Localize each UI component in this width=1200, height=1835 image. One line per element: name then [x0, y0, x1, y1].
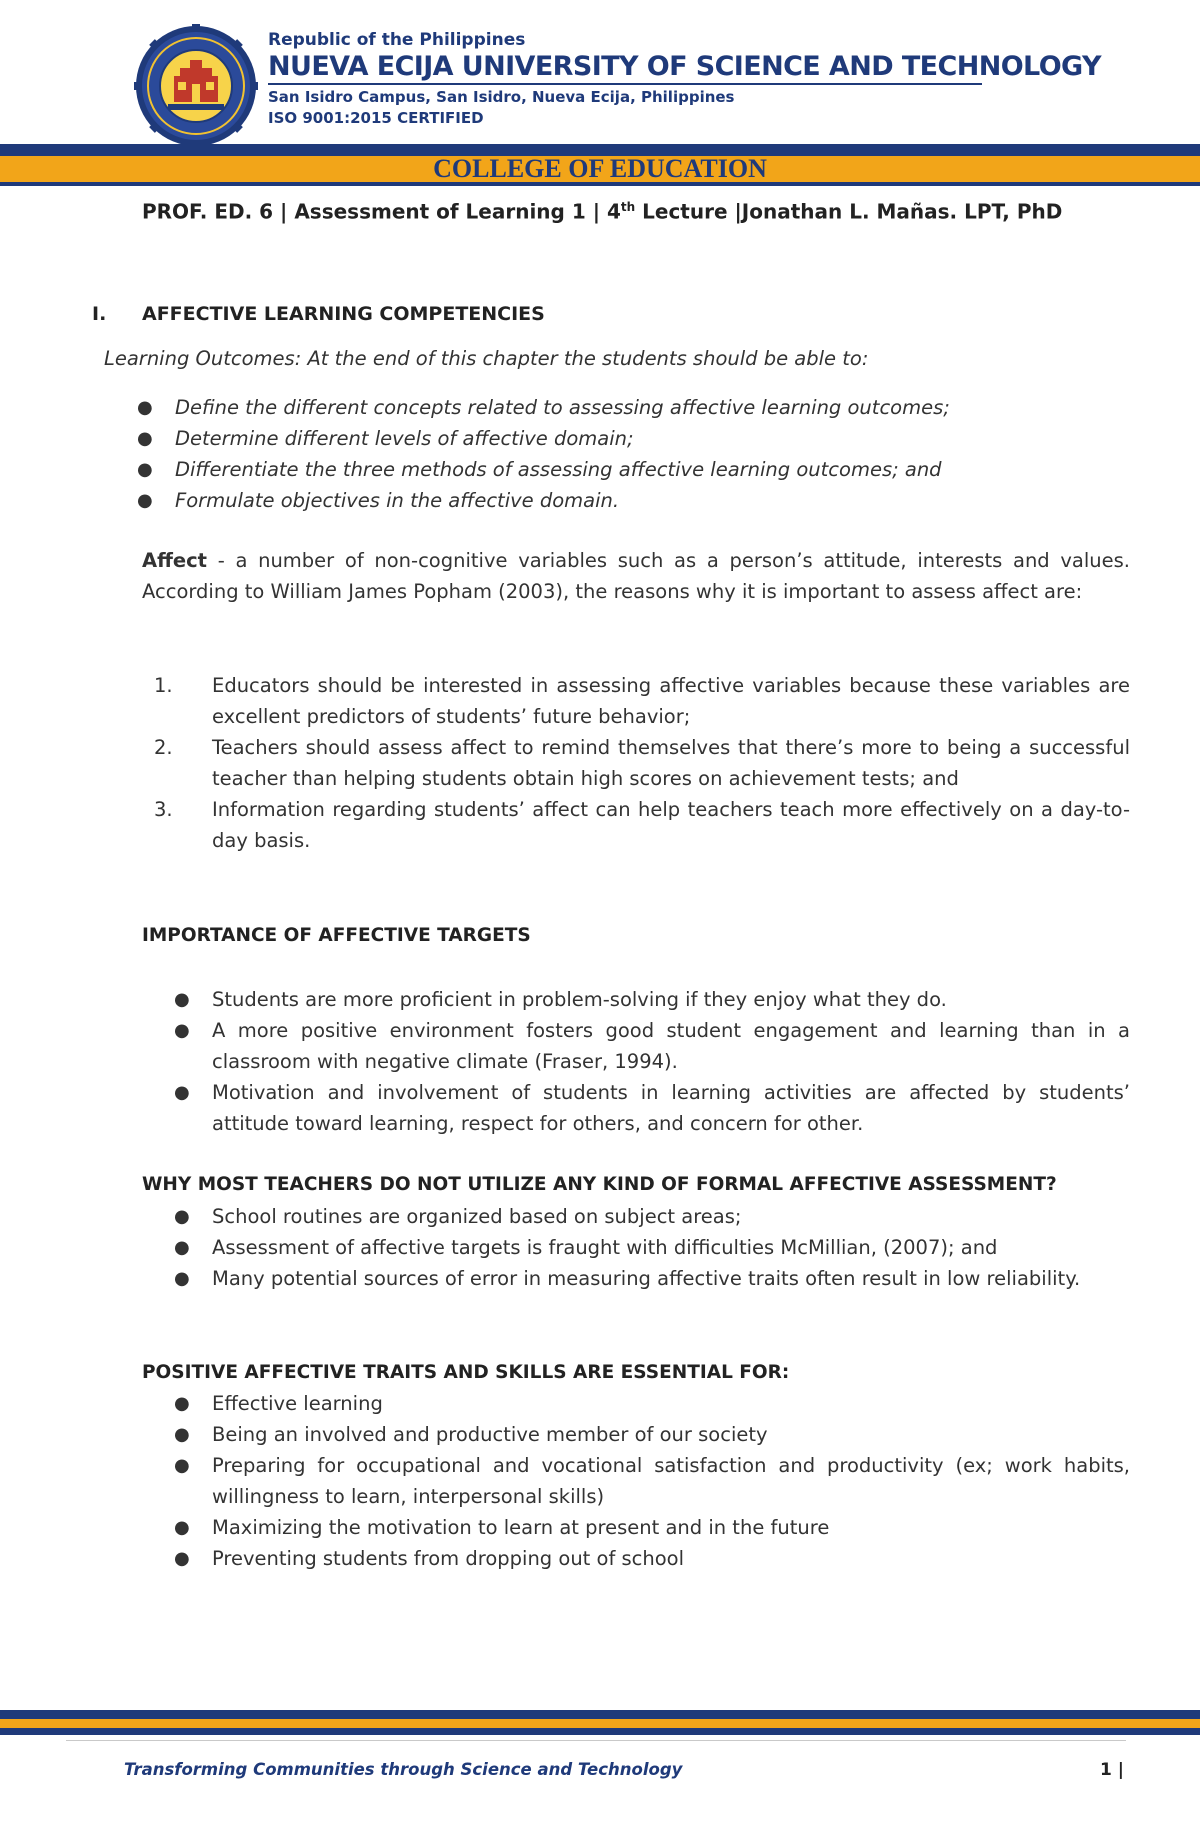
republic-label: Republic of the Philippines [268, 30, 526, 50]
bullet-icon: ● [174, 1424, 190, 1445]
why-heading: WHY MOST TEACHERS DO NOT UTILIZE ANY KIND OF FORMAL AFFECTIVE ASSESSMENT? [142, 1174, 1057, 1195]
affect-definition-text: - a number of non-cognitive variables such as a person’s attitude, interests and values. According to William James Popham (2003), the reasons why it is important to assess affect are: [142, 549, 1130, 603]
list-item: 1. Educators should be interested in assessing affective variables because these variables are excellent predictors of students’ future behavior; [154, 674, 1130, 728]
list-item: 2. Teachers should assess affect to remind themselves that there’s more to being a successful teacher than helping students obtain high scores on achievement tests; and [154, 736, 1130, 790]
list-item: ● Effective learning [212, 1388, 1130, 1419]
list-item: ● Being an involved and productive member of our society [212, 1419, 1130, 1450]
affect-definition [142, 545, 1130, 607]
bullet-icon: ● [174, 1206, 190, 1227]
campus-address: San Isidro Campus, San Isidro, Nueva Ecija, Philippines [268, 88, 735, 106]
list-item: ● Differentiate the three methods of assessing affective learning outcomes; and [175, 454, 1125, 485]
bullet-icon: ● [174, 1455, 190, 1476]
footer-band-navy [0, 1710, 1200, 1719]
list-item: ● Assessment of affective targets is fraught with difficulties McMillian, (2007); and [212, 1232, 1130, 1263]
university-seal [134, 24, 258, 148]
list-item: ● Preparing for occupational and vocational satisfaction and productivity (ex; work habits, willingness to learn, interpersonal skills) [212, 1450, 1130, 1512]
list-item: ● Formulate objectives in the affective domain. [175, 485, 1125, 516]
college-title: COLLEGE OF EDUCATION [433, 154, 767, 183]
section-number: I. [92, 303, 107, 325]
page-number: 1 | [1100, 1760, 1124, 1780]
why-list [174, 1201, 1130, 1294]
bullet-icon: ● [174, 1548, 190, 1569]
university-name: NUEVA ECIJA UNIVERSITY OF SCIENCE AND TECHNOLOGY [268, 51, 1101, 82]
list-item: ● Preventing students from dropping out of school [212, 1543, 1130, 1574]
list-item: ● Motivation and involvement of students in learning activities are affected by students’ attitude toward learning, respect for others, and concern for other. [212, 1077, 1130, 1139]
footer-band-navy-bottom [0, 1728, 1200, 1735]
course-info-superscript: th [620, 200, 636, 214]
positive-list [174, 1388, 1130, 1574]
footer-band-gold [0, 1719, 1200, 1728]
list-item: ● Maximizing the motivation to learn at present and in the future [212, 1512, 1130, 1543]
course-info-suffix: Lecture |Jonathan L. Mañas. LPT, PhD [635, 199, 1063, 224]
list-item: ● Define the different concepts related to assessing affective learning outcomes; [175, 392, 1125, 423]
section-heading [92, 301, 545, 327]
bullet-icon: ● [174, 989, 190, 1010]
learning-outcomes-intro: Learning Outcomes: At the end of this chapter the students should be able to: [104, 347, 869, 370]
bullet-icon: ● [174, 1393, 190, 1414]
course-info-prefix: PROF. ED. 6 | Assessment of Learning 1 | 4 [142, 199, 621, 224]
importance-list [174, 984, 1130, 1139]
course-info-line [142, 193, 1102, 226]
footer-tagline: Transforming Communities through Science and Technology [124, 1760, 683, 1779]
bullet-icon: ● [137, 490, 153, 511]
section-title: AFFECTIVE LEARNING COMPETENCIES [142, 303, 545, 325]
learning-outcomes-list [137, 392, 1125, 516]
header-text-block [268, 30, 1101, 128]
bullet-icon: ● [174, 1020, 190, 1041]
list-item: ● A more positive environment fosters good student engagement and learning than in a classroom with negative climate (Fraser, 1994). [212, 1015, 1130, 1077]
reasons-list [154, 670, 1130, 856]
list-item: ● Students are more proficient in problem-solving if they enjoy what they do. [212, 984, 1130, 1015]
bullet-icon: ● [174, 1268, 190, 1289]
bullet-icon: ● [137, 459, 153, 480]
list-item: ● Many potential sources of error in measuring affective traits often result in low reliability. [212, 1263, 1130, 1294]
affect-term: Affect [142, 549, 207, 572]
bullet-icon: ● [174, 1517, 190, 1538]
footer-rule [66, 1740, 1126, 1741]
iso-certification: ISO 9001:2015 CERTIFIED [268, 109, 484, 127]
bullet-icon: ● [137, 428, 153, 449]
importance-heading: IMPORTANCE OF AFFECTIVE TARGETS [142, 925, 531, 946]
bullet-icon: ● [174, 1237, 190, 1258]
list-item: 3. Information regarding students’ affect can help teachers teach more effectively on a day-to-day basis. [154, 798, 1130, 852]
list-item: ● School routines are organized based on subject areas; [212, 1201, 1130, 1232]
positive-heading: POSITIVE AFFECTIVE TRAITS AND SKILLS ARE ESSENTIAL FOR: [142, 1362, 790, 1383]
bullet-icon: ● [174, 1082, 190, 1103]
bullet-icon: ● [137, 397, 153, 418]
list-item: ● Determine different levels of affective domain; [175, 423, 1125, 454]
